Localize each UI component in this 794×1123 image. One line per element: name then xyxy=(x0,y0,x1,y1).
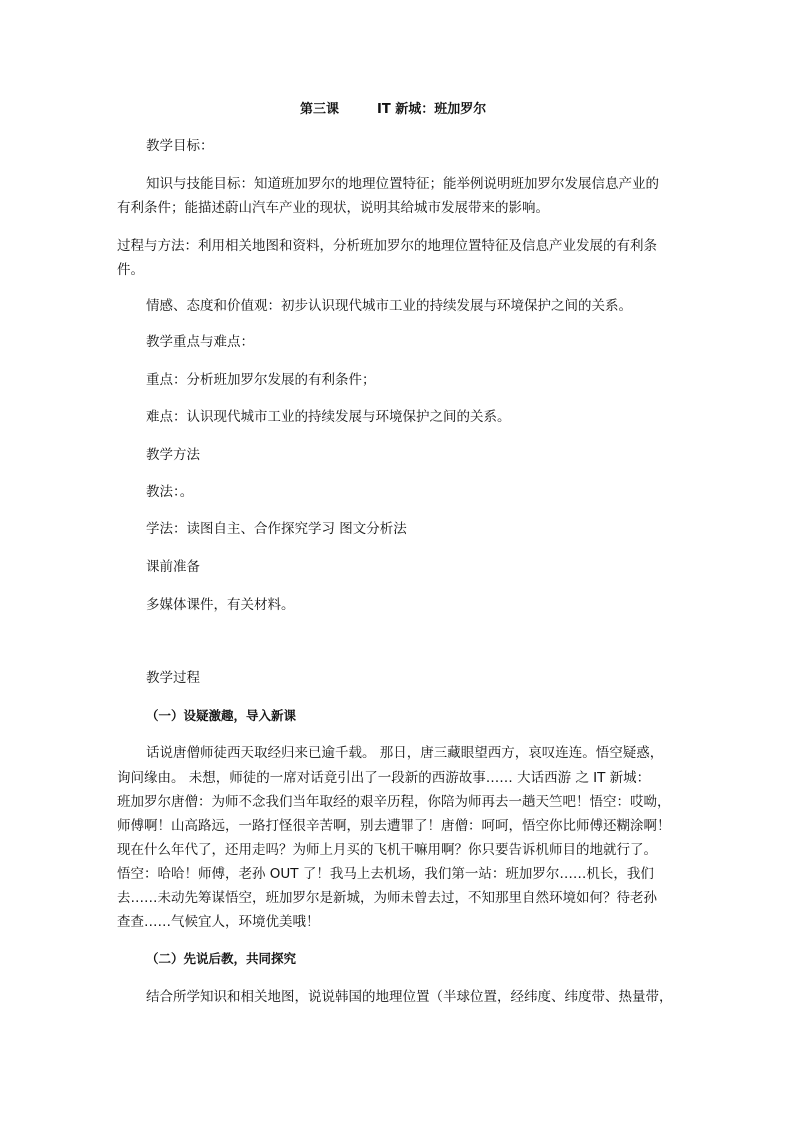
teaching-method: 教法：。 xyxy=(146,484,194,500)
section-2-heading: （二）先说后教，共同探究 xyxy=(146,951,297,966)
story-line-6: 悟空：哈哈！师傅，老孙 OUT 了！我马上去机场，我们第一站：班加罗尔……机长，我们 xyxy=(117,866,654,882)
story-line-1: 话说唐僧师徒西天取经归来已逾千载。 那日，唐三藏眼望西方，哀叹连连。悟空疑惑， xyxy=(146,745,664,761)
final-paragraph-line: 结合所学知识和相关地图，说说韩国的地理位置（半球位置，经纬度、纬度带、热量带， xyxy=(146,989,673,1005)
story-line-7: 去……未动先筹谋悟空，班加罗尔是新城，为师未曾去过，不知那里自然环境如何？待老孙 xyxy=(117,890,657,906)
story-line-5: 现在什么年代了，还用走吗？为师上月买的飞机干嘛用啊？你只要告诉机师目的地就行了。 xyxy=(117,842,657,858)
difficult-point: 难点：认识现代城市工业的持续发展与环境保护之间的关系。 xyxy=(146,409,511,425)
lesson-topic: IT 新城：班加罗尔 xyxy=(377,102,487,117)
story-line-3: 班加罗尔唐僧：为师不念我们当年取经的艰辛历程，你陪为师再去一趟天竺吧！悟空：哎呦， xyxy=(117,794,671,810)
lesson-title xyxy=(300,101,486,119)
section-1-heading: （一）设疑激趣，导入新课 xyxy=(146,708,297,723)
objectives-heading: 教学目标： xyxy=(146,138,214,154)
prep-content: 多媒体课件，有关材料。 xyxy=(146,597,295,613)
key-points-heading: 教学重点与难点： xyxy=(146,334,254,350)
lesson-number: 第三课 xyxy=(300,102,340,117)
story-line-2: 询问缘由。 未想，师徒的一席对话竟引出了一段新的西游故事…… 大话西游 之 IT 新城： xyxy=(117,770,651,786)
objective-knowledge-line-1: 知识与技能目标：知道班加罗尔的地理位置特征；能举例说明班加罗尔发展信息产业的 xyxy=(146,176,659,192)
process-heading: 教学过程 xyxy=(146,670,200,686)
learning-method: 学法：读图自主、合作探究学习 图文分析法 xyxy=(146,521,407,537)
objective-process-line-1: 过程与方法：利用相关地图和资料，分析班加罗尔的地理位置特征及信息产业发展的有利条 xyxy=(117,238,657,254)
objective-knowledge-line-2: 有利条件；能描述蔚山汽车产业的现状，说明其给城市发展带来的影响。 xyxy=(117,200,549,216)
key-point: 重点：分析班加罗尔发展的有利条件； xyxy=(146,372,376,388)
prep-heading: 课前准备 xyxy=(146,559,200,575)
objective-process-line-2: 件。 xyxy=(117,262,144,278)
story-line-8: 查查……气候宜人，环境优美哦！ xyxy=(117,914,320,930)
methods-heading: 教学方法 xyxy=(146,447,200,463)
objective-emotion: 情感、态度和价值观：初步认识现代城市工业的持续发展与环境保护之间的关系。 xyxy=(146,298,632,314)
story-line-4: 师傅啊！山高路远，一路打怪很辛苦啊，别去遭罪了！唐僧：呵呵，悟空你比师傅还糊涂啊！ xyxy=(117,818,671,834)
